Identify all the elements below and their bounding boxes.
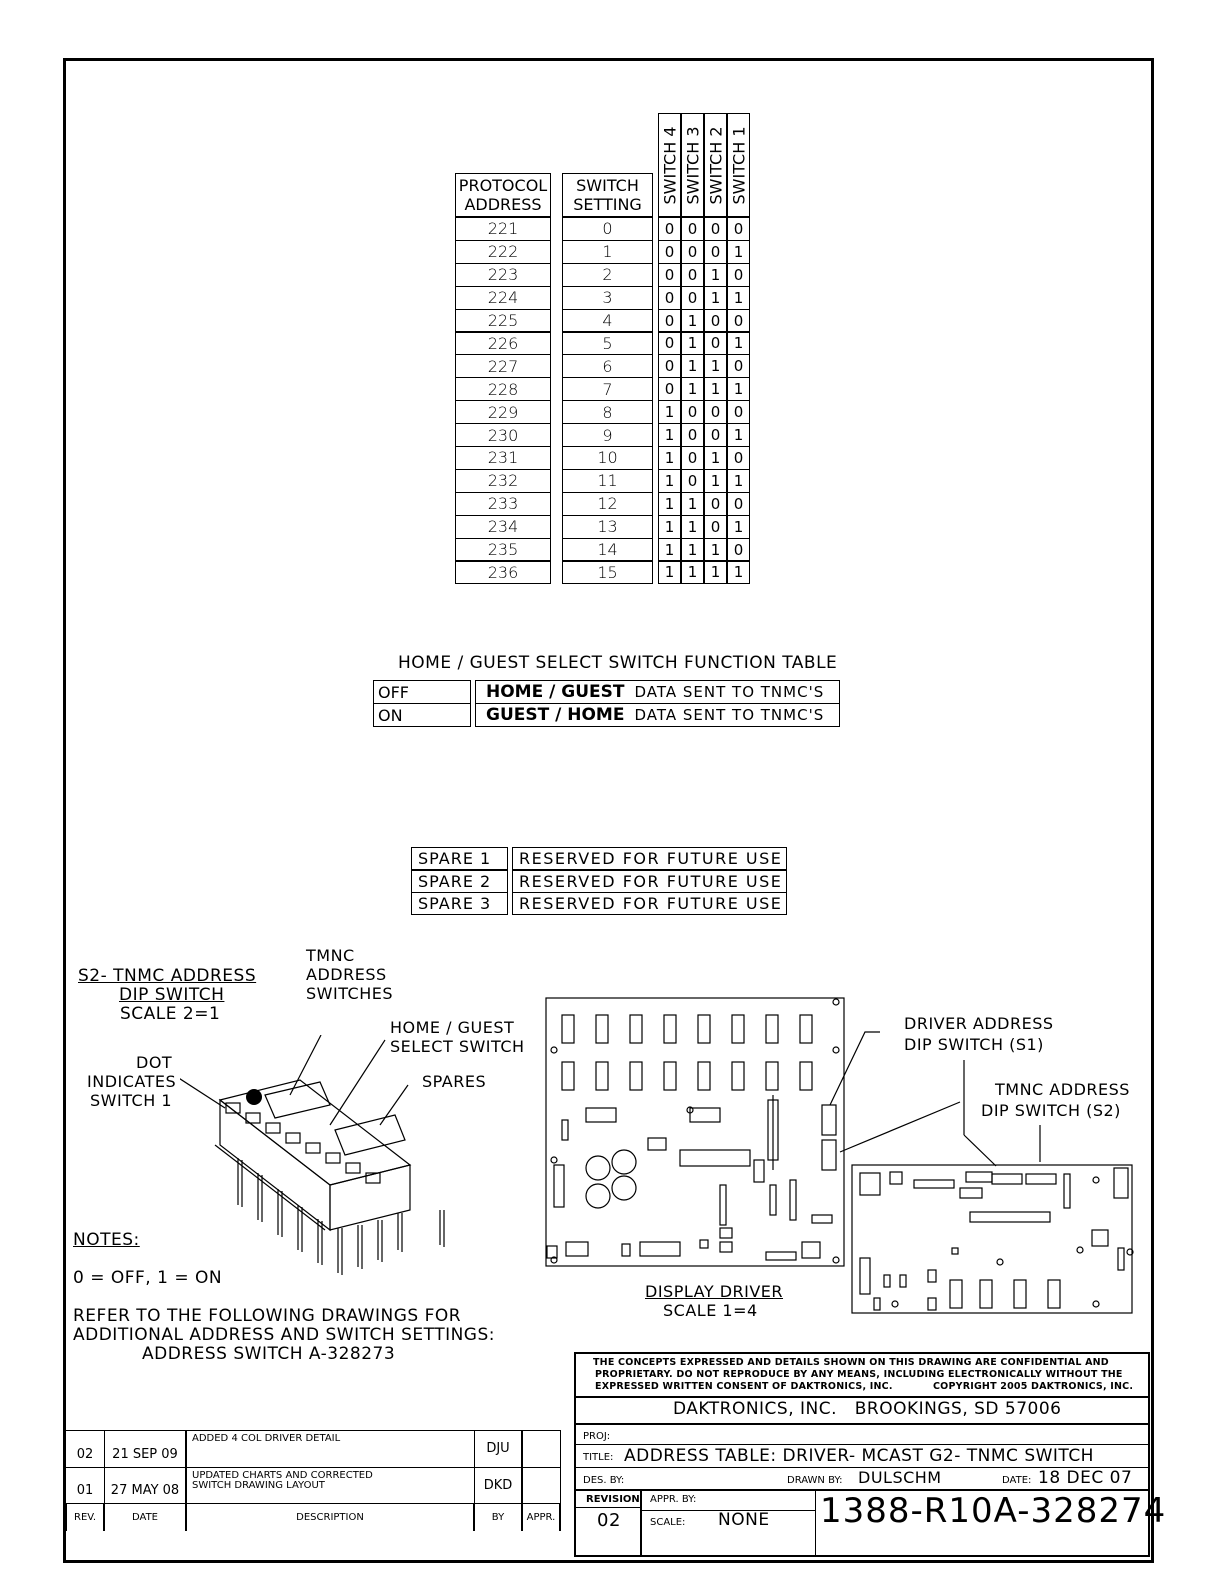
switch-bit-cell: 1 <box>704 354 727 378</box>
address-cell: 230 <box>455 423 551 447</box>
rev-vline <box>560 1430 561 1531</box>
switch-header-4 <box>658 113 681 217</box>
drawing-number: 1388-R10A-328274 <box>820 1491 1167 1531</box>
switch-bit-cell: 1 <box>681 377 704 401</box>
setting-cell: 7 <box>562 377 653 401</box>
switch-bit-cell: 0 <box>727 538 750 562</box>
protocol-header-line-2: ADDRESS <box>464 195 542 214</box>
rev-number: 02 <box>76 1446 94 1462</box>
setting-header-line-2: SETTING <box>573 195 642 214</box>
confidential-line-3: EXPRESSED WRITTEN CONSENT OF DAKTRONICS, INC. <box>595 1381 893 1392</box>
switch-bit-cell: 0 <box>681 263 704 287</box>
hg-state-cell: OFF <box>373 680 471 704</box>
switch-bit-cell: 0 <box>658 286 681 310</box>
hg-desc-cell <box>475 680 840 704</box>
notes-line-4: ADDRESS SWITCH A-328273 <box>142 1344 396 1364</box>
switch-bit-cell: 1 <box>681 354 704 378</box>
des-by-label: DES. BY: <box>583 1475 625 1486</box>
switch-header-2 <box>704 113 727 217</box>
address-cell: 233 <box>455 492 551 516</box>
switch-bit-cell: 0 <box>658 354 681 378</box>
setting-cell: 6 <box>562 354 653 378</box>
rev-date: 21 SEP 09 <box>104 1430 186 1467</box>
switch-bit-cell: 1 <box>681 561 704 585</box>
switch-bit-cell: 1 <box>727 286 750 310</box>
tmnc-address-label-2: DIP SWITCH (S2) <box>981 1101 1121 1120</box>
display-driver-label: DISPLAY DRIVER <box>645 1282 784 1301</box>
switch-header-1 <box>727 113 750 217</box>
switch-bit-cell: 0 <box>681 286 704 310</box>
switch-header-3 <box>681 113 704 217</box>
switch-header-text: SWITCH 1 <box>729 126 748 204</box>
hg-rest: DATA SENT TO TNMC'S <box>634 706 825 724</box>
setting-cell: 0 <box>562 217 653 241</box>
switch-header-text: SWITCH 4 <box>660 126 679 204</box>
switch-bit-cell: 1 <box>727 377 750 401</box>
dot-label-2: INDICATES <box>87 1072 177 1091</box>
spare-name-cell: SPARE 1 <box>411 847 508 870</box>
protocol-address-header <box>455 173 551 217</box>
switch-setting-header <box>562 173 653 217</box>
setting-cell: 13 <box>562 515 653 539</box>
spare-name-cell: SPARE 3 <box>411 892 508 915</box>
address-cell: 226 <box>455 332 551 356</box>
switch-bit-cell: 0 <box>658 240 681 264</box>
address-cell: 231 <box>455 446 551 470</box>
switch-bit-cell: 0 <box>727 217 750 241</box>
rev-by: DJU <box>474 1430 522 1467</box>
switch-bit-cell: 0 <box>704 423 727 447</box>
copyright: COPYRIGHT 2005 DAKTRONICS, INC. <box>933 1381 1134 1392</box>
switch-bit-cell: 1 <box>727 469 750 493</box>
driver-address-label-2: DIP SWITCH (S1) <box>904 1035 1044 1054</box>
rev-header-appr: APPR. <box>522 1503 560 1531</box>
address-cell: 223 <box>455 263 551 287</box>
switch-bit-cell: 1 <box>727 561 750 585</box>
hg-rest: DATA SENT TO TNMC'S <box>634 683 825 701</box>
dip-detail-scale: SCALE 2=1 <box>120 1004 221 1024</box>
switch-bit-cell: 0 <box>704 217 727 241</box>
switch-bit-cell: 1 <box>704 377 727 401</box>
address-cell: 234 <box>455 515 551 539</box>
setting-cell: 9 <box>562 423 653 447</box>
switch-bit-cell: 0 <box>658 377 681 401</box>
switch-bit-cell: 0 <box>704 492 727 516</box>
switch-bit-cell: 0 <box>704 515 727 539</box>
dip-switch-drawing <box>180 1035 510 1280</box>
switch-bit-cell: 0 <box>727 263 750 287</box>
tb-line-7 <box>574 1507 640 1508</box>
switch-bit-cell: 1 <box>704 538 727 562</box>
rev-header-by: BY <box>474 1503 522 1531</box>
drawn-by-label: DRAWN BY: <box>787 1475 843 1486</box>
switch-bit-cell: 1 <box>658 515 681 539</box>
drawing-date: 18 DEC 07 <box>1038 1468 1133 1488</box>
switch-bit-cell: 1 <box>704 469 727 493</box>
switch-bit-cell: 1 <box>681 538 704 562</box>
dip-detail-title2: DIP SWITCH <box>119 985 225 1005</box>
setting-cell: 10 <box>562 446 653 470</box>
rev-vline <box>522 1430 523 1531</box>
hg-state-cell: ON <box>373 703 471 727</box>
switch-bit-cell: 1 <box>681 332 704 356</box>
rev-desc-line-1: ADDED 4 COL DRIVER DETAIL <box>192 1433 341 1444</box>
switch-bit-cell: 0 <box>681 469 704 493</box>
spares-label: SPARES <box>422 1072 487 1091</box>
dot-label-3: SWITCH 1 <box>90 1091 172 1110</box>
notes-line-1: 0 = OFF, 1 = ON <box>73 1268 223 1288</box>
switch-header-text: SWITCH 3 <box>683 126 702 204</box>
switch-bit-cell: 0 <box>681 400 704 424</box>
switch-bit-cell: 0 <box>704 309 727 333</box>
dip-detail-title: S2- TNMC ADDRESS <box>78 966 257 986</box>
protocol-header-line-1: PROTOCOL <box>458 176 548 195</box>
switch-1-dot <box>246 1089 262 1105</box>
hg-direction: HOME / GUEST <box>486 682 625 702</box>
rev-desc-line-1: UPDATED CHARTS AND CORRECTED <box>192 1470 373 1481</box>
tb-vline-1 <box>640 1489 642 1557</box>
setting-cell: 14 <box>562 538 653 562</box>
tb-line-1 <box>574 1396 1150 1398</box>
tmnc-label-2: ADDRESS <box>306 965 387 984</box>
setting-cell: 8 <box>562 400 653 424</box>
switch-bit-cell: 0 <box>681 217 704 241</box>
switch-bit-cell: 0 <box>727 492 750 516</box>
switch-bit-cell: 1 <box>658 469 681 493</box>
switch-bit-cell: 0 <box>658 309 681 333</box>
rev-description <box>192 1471 373 1491</box>
switch-bit-cell: 1 <box>681 492 704 516</box>
display-driver-scale: SCALE 1=4 <box>663 1301 758 1320</box>
appr-by-label: APPR. BY: <box>650 1494 697 1505</box>
dot-label-1: DOT <box>136 1053 173 1072</box>
drawn-by: DULSCHM <box>858 1468 942 1487</box>
switch-bit-cell: 1 <box>658 492 681 516</box>
switch-bit-cell: 0 <box>658 217 681 241</box>
switch-bit-cell: 1 <box>727 515 750 539</box>
setting-cell: 4 <box>562 309 653 333</box>
rev-header-date: DATE <box>104 1503 186 1531</box>
setting-cell: 15 <box>562 561 653 585</box>
switch-bit-cell: 1 <box>704 286 727 310</box>
notes-line-3: ADDITIONAL ADDRESS AND SWITCH SETTINGS: <box>73 1325 495 1345</box>
address-cell: 232 <box>455 469 551 493</box>
tmnc-address-label-1: TMNC ADDRESS <box>995 1080 1130 1099</box>
address-cell: 224 <box>455 286 551 310</box>
spare-desc-cell: RESERVED FOR FUTURE USE <box>512 847 787 870</box>
rev-description <box>192 1434 340 1444</box>
switch-bit-cell: 0 <box>658 263 681 287</box>
switch-bit-cell: 0 <box>727 446 750 470</box>
display-driver-drawing <box>540 990 1150 1330</box>
spare-desc-cell: RESERVED FOR FUTURE USE <box>512 870 787 893</box>
switch-bit-cell: 0 <box>681 423 704 447</box>
rev-number: 01 <box>76 1482 94 1498</box>
address-cell: 228 <box>455 377 551 401</box>
setting-cell: 1 <box>562 240 653 264</box>
scale-value: NONE <box>718 1510 770 1530</box>
switch-bit-cell: 1 <box>727 332 750 356</box>
switch-bit-cell: 1 <box>658 446 681 470</box>
switch-bit-cell: 1 <box>658 538 681 562</box>
rev-date: 27 MAY 08 <box>104 1467 186 1503</box>
setting-header-line-1: SWITCH <box>576 176 639 195</box>
address-cell: 222 <box>455 240 551 264</box>
switch-bit-cell: 1 <box>681 515 704 539</box>
switch-bit-cell: 0 <box>658 332 681 356</box>
switch-bit-cell: 1 <box>658 400 681 424</box>
hg-desc-cell <box>475 703 840 727</box>
setting-cell: 3 <box>562 286 653 310</box>
tmnc-label-3: SWITCHES <box>306 984 393 1003</box>
switch-bit-cell: 0 <box>704 332 727 356</box>
spare-name-cell: SPARE 2 <box>411 870 508 893</box>
switch-bit-cell: 1 <box>658 561 681 585</box>
setting-cell: 5 <box>562 332 653 356</box>
switch-bit-cell: 1 <box>704 561 727 585</box>
switch-bit-cell: 0 <box>727 309 750 333</box>
hg-direction: GUEST / HOME <box>486 705 625 725</box>
switch-bit-cell: 1 <box>727 240 750 264</box>
rev-vline <box>104 1430 105 1531</box>
hg-switch-label-2: SELECT SWITCH <box>390 1037 525 1056</box>
switch-bit-cell: 0 <box>704 240 727 264</box>
setting-cell: 2 <box>562 263 653 287</box>
address-cell: 235 <box>455 538 551 562</box>
switch-bit-cell: 1 <box>727 423 750 447</box>
address-cell: 225 <box>455 309 551 333</box>
scale-label: SCALE: <box>650 1517 686 1528</box>
notes-heading: NOTES: <box>73 1230 140 1250</box>
date-label: DATE: <box>1002 1475 1032 1486</box>
home-guest-table-title: HOME / GUEST SELECT SWITCH FUNCTION TABLE <box>398 653 838 673</box>
setting-cell: 11 <box>562 469 653 493</box>
rev-vline <box>474 1430 475 1531</box>
address-cell: 229 <box>455 400 551 424</box>
rev-header-desc: DESCRIPTION <box>186 1503 474 1531</box>
switch-bit-cell: 1 <box>658 423 681 447</box>
confidential-line-1: THE CONCEPTS EXPRESSED AND DETAILS SHOWN ON THIS DRAWING ARE CONFIDENTIAL AND <box>593 1357 1109 1368</box>
switch-bit-cell: 0 <box>681 446 704 470</box>
title-label: TITLE: <box>583 1452 614 1463</box>
setting-cell: 12 <box>562 492 653 516</box>
company-name: DAKTRONICS, INC. BROOKINGS, SD 57006 <box>673 1399 1062 1419</box>
switch-header-text: SWITCH 2 <box>706 126 725 204</box>
tb-line-3 <box>574 1444 1150 1445</box>
tb-line-2 <box>574 1423 1150 1425</box>
proj-label: PROJ: <box>583 1431 611 1442</box>
revision-label: REVISION <box>586 1494 640 1505</box>
switch-bit-cell: 0 <box>727 354 750 378</box>
address-cell: 236 <box>455 561 551 585</box>
switch-bit-cell: 0 <box>681 240 704 264</box>
switch-bit-cell: 0 <box>727 400 750 424</box>
switch-bit-cell: 0 <box>704 400 727 424</box>
confidential-line-2: PROPRIETARY. DO NOT REPRODUCE BY ANY MEANS, INCLUDING ELECTRONICALLY WITHOUT THE <box>595 1369 1123 1380</box>
rev-header-rev: REV. <box>66 1503 104 1531</box>
switch-bit-cell: 1 <box>704 446 727 470</box>
rev-vline <box>186 1430 187 1531</box>
rev-desc-line-2: SWITCH DRAWING LAYOUT <box>192 1480 325 1491</box>
rev-by: DKD <box>474 1467 522 1503</box>
revision-number: 02 <box>597 1510 621 1531</box>
hg-switch-label-1: HOME / GUEST <box>390 1018 515 1037</box>
spare-desc-cell: RESERVED FOR FUTURE USE <box>512 892 787 915</box>
driver-address-label-1: DRIVER ADDRESS <box>904 1014 1054 1033</box>
notes-line-2: REFER TO THE FOLLOWING DRAWINGS FOR <box>73 1306 462 1326</box>
drawing-title: ADDRESS TABLE: DRIVER- MCAST G2- TNMC SWITCH <box>624 1446 1094 1466</box>
address-cell: 227 <box>455 354 551 378</box>
tmnc-label-1: TMNC <box>306 946 355 965</box>
switch-bit-cell: 1 <box>704 263 727 287</box>
switch-bit-cell: 1 <box>681 309 704 333</box>
tb-vline-2 <box>815 1489 816 1557</box>
address-cell: 221 <box>455 217 551 241</box>
